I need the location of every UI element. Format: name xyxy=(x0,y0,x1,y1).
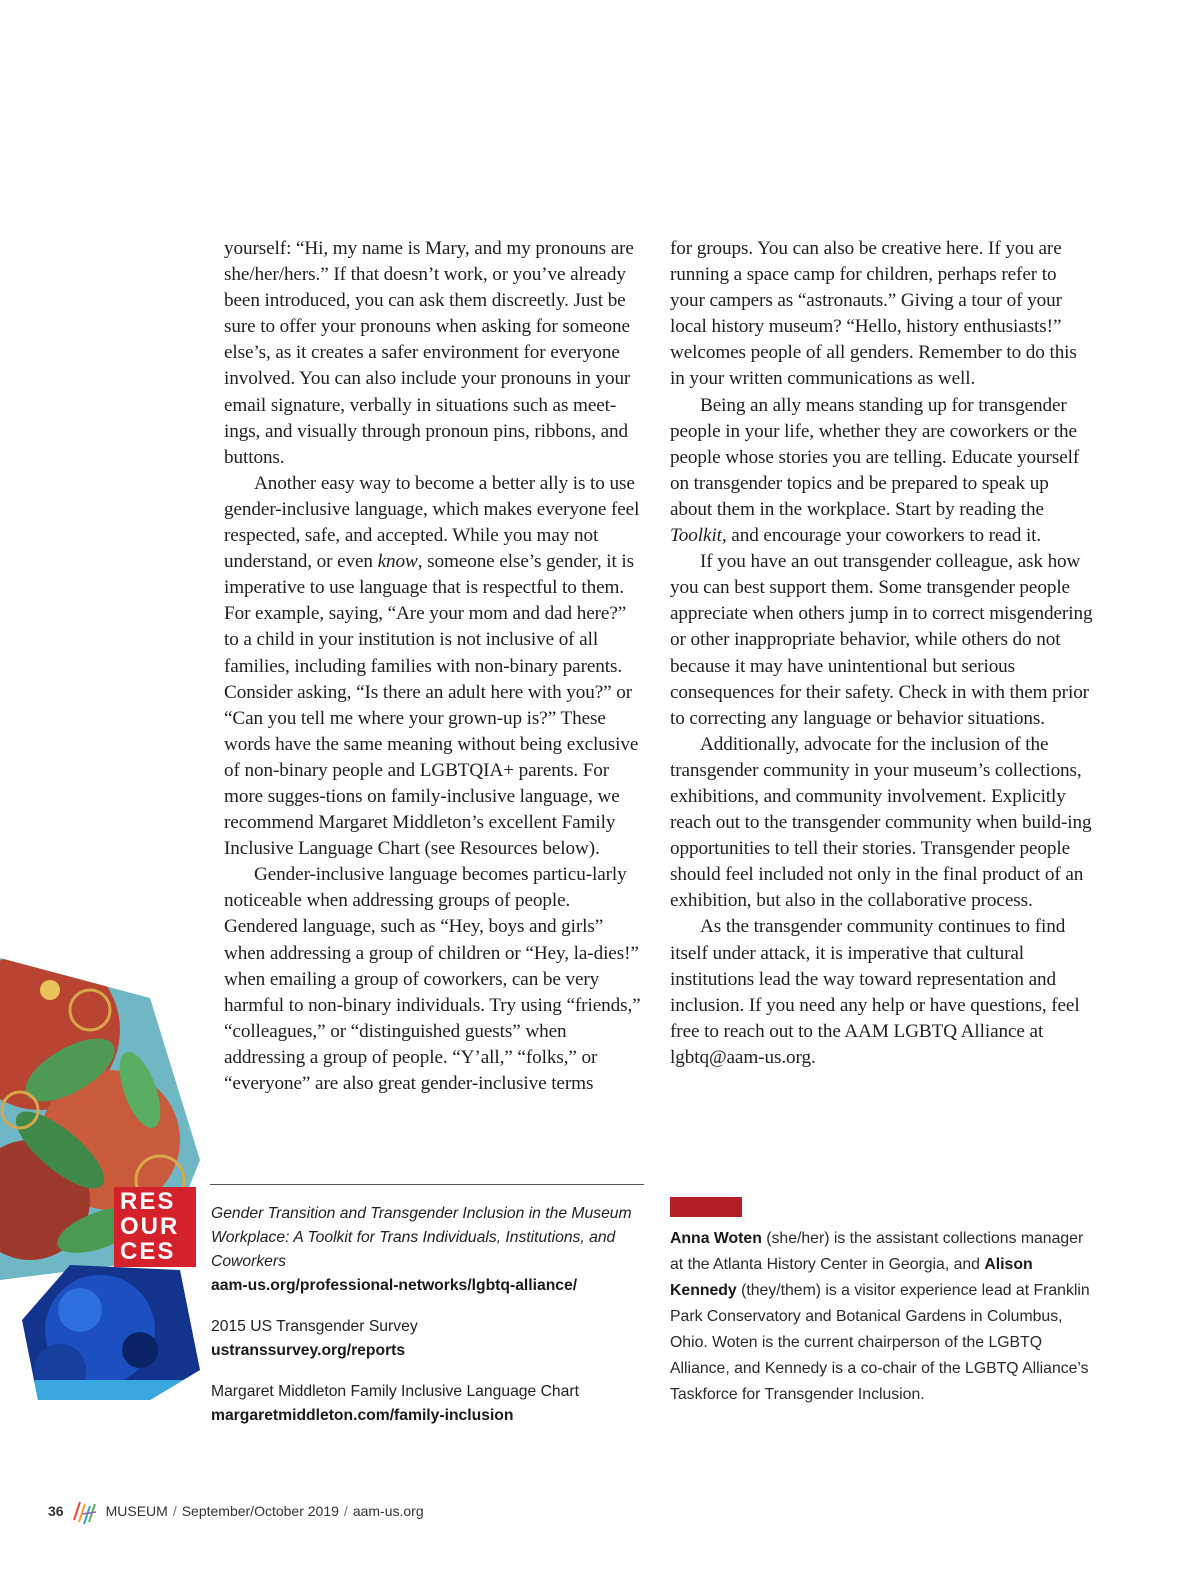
resource-link[interactable]: margaretmiddleton.com/family-inclusion xyxy=(211,1407,514,1424)
resources-badge-row: OUR xyxy=(120,1213,180,1240)
article-paragraph: yourself: “Hi, my name is Mary, and my pronouns are she/her/hers.” If that doesn’t work, or you’ve already been introduced, you can ask them discreetly. Just be sure to offer your pronouns when asking for someone else’s, as it creates a safer environment for everyone involved. You can also include your pronouns in your email signature, verbally in situations such as meet-ings, and visually through pronoun pins, ribbons, and buttons. xyxy=(224,238,634,468)
article-column-left xyxy=(224,236,644,1097)
author-bio-accent-bar xyxy=(670,1197,742,1217)
resource-item xyxy=(211,1380,641,1428)
resource-item xyxy=(211,1202,641,1298)
resources-badge xyxy=(114,1187,196,1267)
resource-item xyxy=(211,1315,641,1363)
resources-list xyxy=(211,1202,641,1445)
resources-badge-row: CES xyxy=(120,1238,176,1265)
resource-title: 2015 US Transgender Survey xyxy=(211,1318,418,1335)
article-paragraph: Gender-inclusive language becomes particu-larly noticeable when addressing groups of people. Gendered language, such as “Hey, boys and girls” when addressing a group of children or “Hey, la-dies!” when emailing a group of coworkers, can be very harmful to non-binary individuals. Try using “friends,” “colleagues,” or “distinguished guests” when addressing a group of people. “Y’all,” “folks,” or “everyone” are also great gender-inclusive terms xyxy=(224,864,641,1094)
resource-title: Margaret Middleton Family Inclusive Language Chart xyxy=(211,1383,579,1400)
kaleidoscope-artwork xyxy=(0,950,200,1410)
article-paragraph: If you have an out transgender colleague, ask how you can best support them. Some transgender people appreciate when others jump in to correct misgendering or other inappropriate behavior, while others do not because it may have unintentional but serious consequences for their safety. Check in with them prior to correcting any language or behavior situations. xyxy=(670,551,1093,729)
article-paragraph: Being an ally means standing up for transgender people in your life, whether they are coworkers or the people whose stories you are telling. Educate yourself on transgender topics and be prepared to speak up about them in the workplace. Start by reading the Toolkit, and encourage your coworkers to read it. xyxy=(670,394,1080,547)
article-paragraph: for groups. You can also be creative here. If you are running a space camp for children, perhaps refer to your campers as “astronauts.” Giving a tour of your local history museum? “Hello, history enthusiasts!” welcomes people of all genders. Remember to do this in your written communications as well. xyxy=(670,238,1077,390)
page-number: 36 xyxy=(48,1503,64,1519)
resource-link[interactable]: aam-us.org/professional-networks/lgbtq-alliance/ xyxy=(211,1277,578,1294)
page-footer: 36 MUSEUM / September/October 2019 / aam-us.org xyxy=(48,1496,424,1526)
issue-date: September/October 2019 xyxy=(181,1503,339,1519)
site-url: aam-us.org xyxy=(352,1503,424,1519)
article-paragraph: Additionally, advocate for the inclusion of the transgender community in your museum’s collections, exhibitions, and community involvement. Explicitly reach out to the transgender community when build-ing opportunities to tell their stories. Transgender people should feel included not only in the final product of an exhibition, but also in the collaborative process. xyxy=(670,733,1092,912)
resources-badge-row: RES xyxy=(120,1188,176,1215)
article-column-right xyxy=(670,236,1095,1071)
resource-title: Gender Transition and Transgender Inclusion in the Museum Workplace: A Toolkit for Trans Individuals, Institutions, and Coworkers xyxy=(211,1205,632,1270)
museum-logo-icon xyxy=(72,1496,98,1526)
article-paragraph: As the transgender community continues to find itself under attack, it is imperative that cultural institutions lead the way toward representation and inclusion. If you need any help or have questions, feel free to reach out to the AAM LGBTQ Alliance at lgbtq@aam-us.org. xyxy=(670,916,1080,1068)
article-paragraph: Another easy way to become a better ally is to use gender-inclusive language, which makes everyone feel respected, safe, and accepted. While you may not understand, or even know, someone else’s gender, it is imperative to use language that is respectful to them. For example, saying, “Are your mom and dad here?” to a child in your institution is not inclusive of all families, including families with non-binary parents. Consider asking, “Is there an adult here with you?” or “Can you tell me where your grown-up is?” These words have the same meaning without being exclusive of non-binary people and LGBTQIA+ parents. For more sugges-tions on family-inclusive language, we recommend Margaret Middleton’s excellent Family Inclusive Language Chart (see Resources below). xyxy=(224,472,640,860)
magazine-name: MUSEUM xyxy=(105,1503,168,1519)
author-bio: Anna Woten (she/her) is the assistant collections manager at the Atlanta History Center in Georgia, and Alison Kennedy (they/them) is a visitor experience lead at Franklin Park Conservatory and Botanical Gardens in Columbus, Ohio. Woten is the current chairperson of the LGBTQ Alliance, and Kennedy is a co-chair of the LGBTQ Alliance’s Taskforce for Transgender Inclusion. xyxy=(670,1230,1090,1403)
resources-divider xyxy=(210,1184,644,1185)
resource-link[interactable]: ustranssurvey.org/reports xyxy=(211,1342,406,1359)
